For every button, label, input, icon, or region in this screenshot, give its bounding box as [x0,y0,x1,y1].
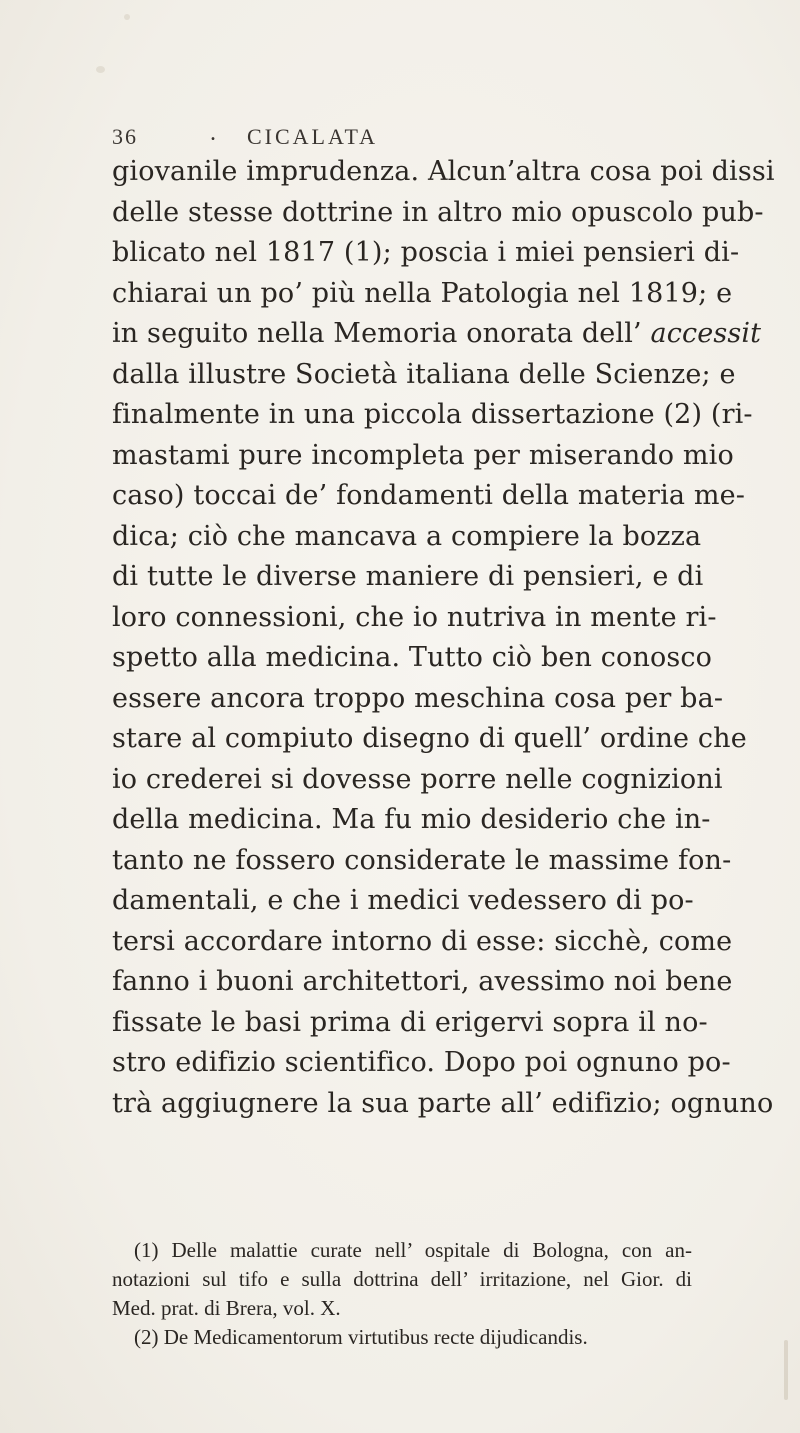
text-line: spetto alla medicina. Tutto ciò ben conosco [112,642,713,673]
text-line: della medicina. Ma fu mio desiderio che in- [112,804,711,835]
paper-spot [96,66,105,73]
text-line: di tutte le diverse maniere di pensieri, e di [112,561,704,592]
text-line: in seguito nella Memoria onorata dell’ accessit [112,318,762,349]
body-text [112,152,775,1124]
page-number: 36 [112,124,138,149]
text-line: blicato nel 1817 (1); poscia i miei pensieri di- [112,237,740,268]
footnote-1-line: Med. prat. di Brera, vol. X. [112,1296,341,1320]
text-line: giovanile imprudenza. Alcun’altra cosa poi dissi [112,156,775,187]
text-line: fanno i buoni architettori, avessimo noi bene [112,966,733,997]
text-line: io crederei si dovesse porre nelle cognizioni [112,763,723,795]
italic-term: accessit [650,318,762,349]
text-line: chiarai un po’ più nella Patologia nel 1819; e [112,277,733,309]
text-line: trà aggiugnere la sua parte all’ edifizio; ognuno [112,1087,774,1119]
text-line: fissate le basi prima di erigervi sopra il no- [112,1006,708,1038]
text-line: damentali, e che i medici vedessero di po- [112,885,694,916]
text-line: caso) toccai de’ fondamenti della materia me- [112,480,746,511]
text-line: loro connessioni, che io nutriva in mente ri- [112,601,717,633]
text-line: essere ancora troppo meschina cosa per ba- [112,682,724,714]
page-edge-shadow [784,1340,788,1400]
text-line: dica; ciò che mancava a compiere la bozza [112,520,702,552]
footnotes [112,1236,692,1352]
header-separator: . [210,120,218,146]
text-line: stro edifizio scientifico. Dopo poi ognuno po- [112,1047,731,1078]
paper-spot [124,14,130,20]
footnote-1-line: notazioni sul tifo e sulla dottrina dell’ irritazione, nel Gior. di [112,1267,692,1291]
running-header [112,118,692,152]
text-line: tanto ne fossero considerate le massime fon- [112,844,732,876]
text-line: finalmente in una piccola dissertazione (2) (ri- [112,399,753,430]
running-title: CICALATA [247,124,379,149]
footnote-2-line: (2) De Medicamentorum virtutibus recte dijudicandis. [134,1325,588,1349]
text-line: tersi accordare intorno di esse: sicchè, come [112,925,733,957]
text-line: dalla illustre Società italiana delle Scienze; e [112,358,736,390]
text-line: delle stesse dottrine in altro mio opuscolo pub- [112,196,764,228]
footnote-1-line: (1) Delle malattie curate nell’ ospitale di Bologna, con an- [134,1238,692,1262]
text-line: mastami pure incompleta per miserando mio [112,439,734,471]
text-line: stare al compiuto disegno di quell’ ordine che [112,723,747,754]
